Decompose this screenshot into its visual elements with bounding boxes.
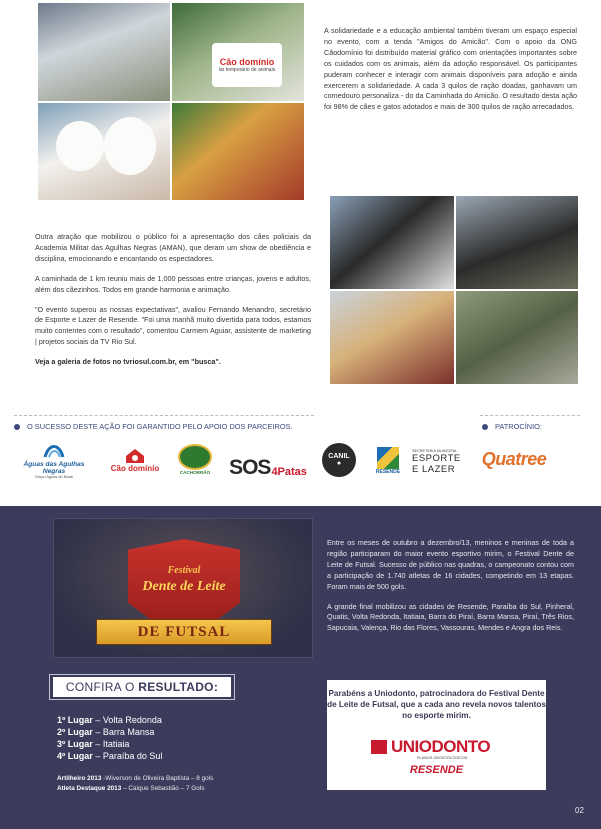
photo-soldiers <box>456 291 578 384</box>
uniodonto-city: RESENDE <box>409 764 464 776</box>
festival-text <box>327 538 574 643</box>
logo-resende: RESENDE <box>372 440 404 482</box>
resende-flag-icon <box>377 447 399 469</box>
uniodonto-mark-icon <box>371 740 387 754</box>
festival-banner: DE FUTSAL <box>96 619 272 645</box>
photo-white-dogs <box>38 103 170 200</box>
award-artilheiro: Artilheiro 2013 -Wiverson de Oliveira Baptista – 8 gols <box>57 775 214 782</box>
uniodonto-message: Parabéns a Uniodonto, patrocinadora do Festival Dente de Leite de Futsal, que a cada ano revela novos talentos no esporte mirim. <box>327 689 546 720</box>
logo-aguas-agulhas-negras: Águas das Agulhas Negras Grupo Águas do Brasil <box>14 437 94 481</box>
bullet-dot-icon <box>14 424 20 430</box>
logo-quatree: Quatree <box>481 448 547 469</box>
photo-volunteers-group <box>38 3 170 101</box>
gallery-link[interactable]: Veja a galeria de fotos no tvriosul.com.br, em "busca". <box>35 357 221 367</box>
awards-list <box>57 774 213 794</box>
photo-organizers <box>330 291 454 384</box>
uniodonto-logo: UNIODONTO <box>371 737 490 757</box>
result-row: 2º Lugar – Barra Mansa <box>57 727 155 737</box>
cachorrao-badge-icon <box>178 444 212 470</box>
caodominio-photo-badge: Cão domínio lar temporário de animais <box>212 43 282 87</box>
uniodonto-ad: Parabéns a Uniodonto, patrocinadora do Festival Dente de Leite de Futsal, que a cada ano revela novos talentos no esporte mirim. UNIODONTO PLANOS ODONTOLÓGICOS RESENDE <box>327 680 546 790</box>
partners-heading: O SUCESSO DESTE AÇÃO FOI GARANTIDO PELO APOIO DOS PARCEIROS. <box>14 422 293 431</box>
logo-canil: CANIL ● <box>318 440 360 480</box>
results-title: CONFIRA O RESULTADO: <box>53 677 231 697</box>
water-drop-icon <box>41 439 67 461</box>
solidarity-paragraph: A solidariedade e a educação ambiental também tiveram um espaço especial no evento, com a tenda "Amigos do Amicão". Com o apoio da ONG Cãodomínio foi distribuído material gráfico com orientações importantes sobre os cuidados com os animais, além da adoção responsável. Os participantes puderam conhecer e interagir com animais disponíveis para adoção e ainda exercerem a solidariedade. A cada 3 quilos de ração doadas, ganhavam um comedouro personaliza - do da Caminhada do Amicão. O resultado desta ação foi 98% de cães e gatos adotados e mais de 300 quilos de ração arrecadados. <box>324 26 577 112</box>
logo-secretaria-esporte-lazer: SECRETARIA MUNICIPAL ESPORTE E LAZER <box>412 449 461 475</box>
result-row: 4º Lugar – Paraíba do Sul <box>57 751 163 761</box>
photo-kids-playground <box>172 103 304 200</box>
festival-paragraph-2: A grande final mobilizou as cidades de Resende, Paraíba do Sul, Pinheral, Quatis, Volta Redonda, Itatiaia, Barra do Piraí, Barra Mansa, Piraí, Três Rios, Sapucaia, Valença, Rio das Flores, Vassouras, Mendes e Angra dos Reis. <box>327 601 574 633</box>
police-dogs-paragraph: Outra atração que mobilizou o público foi a apresentação dos cães policiais da Academia Militar das Agulhas Negras (AMAN), que deram um show de obediência e disciplina, emocionando e encantando os espectadores. <box>35 232 311 263</box>
logo-cachorrao: CACHORRÃO <box>172 439 218 479</box>
bullet-dot-icon <box>482 424 488 430</box>
photo-police-dogs <box>456 196 578 289</box>
results-list <box>57 714 162 762</box>
photo-caodominio-tent <box>172 3 304 101</box>
sponsor-heading: PATROCÍNIO: <box>482 422 542 431</box>
police-dogs-text <box>35 232 311 377</box>
result-row: 3º Lugar – Itatiaia <box>57 739 130 749</box>
logo-sos-4patas: SOS 4Patas <box>229 456 307 479</box>
logo-caodominio: Cão domínio <box>108 440 162 480</box>
result-row: 1º Lugar – Volta Redonda <box>57 715 162 725</box>
festival-logo-artwork: Festival Dente de Leite DE FUTSAL <box>53 518 313 658</box>
page-number: 02 <box>575 806 584 815</box>
walk-paragraph: A caminhada de 1 km reuniu mais de 1.000 pessoas entre crianças, jovens e adultos, além dos cãezinhos. Todos em grande harmonia e animação. <box>35 273 311 294</box>
photo-mascots <box>330 196 454 289</box>
paw-house-icon <box>124 448 146 464</box>
paw-icon: ● <box>336 460 342 467</box>
award-destaque: Atleta Destaque 2013 – Caique Sebastião – 7 Gols <box>57 785 205 792</box>
quote-paragraph: "O evento superou as nossas expectativas", avaliou Fernando Menandro, secretário de Esporte e Lazer de Resende. "Foi uma manhã muito divertida para todos, estamos muito contentes com o resultado", comentou Carmem Aguiar, assistente de marketing | projetos sociais da TV Rio Sul. <box>35 304 311 347</box>
festival-paragraph-1: Entre os meses de outubro a dezembro/13, meninos e meninas de toda a região participaram do maior evento esportivo mirim, o Festival Dente de Leite de Futsal. Sucesso de público nas quadras, o campeonato contou com a participação de 1.740 atletas de 16 cidades, competindo em 13 etapas. Foram mais de 500 gols. <box>327 538 574 591</box>
